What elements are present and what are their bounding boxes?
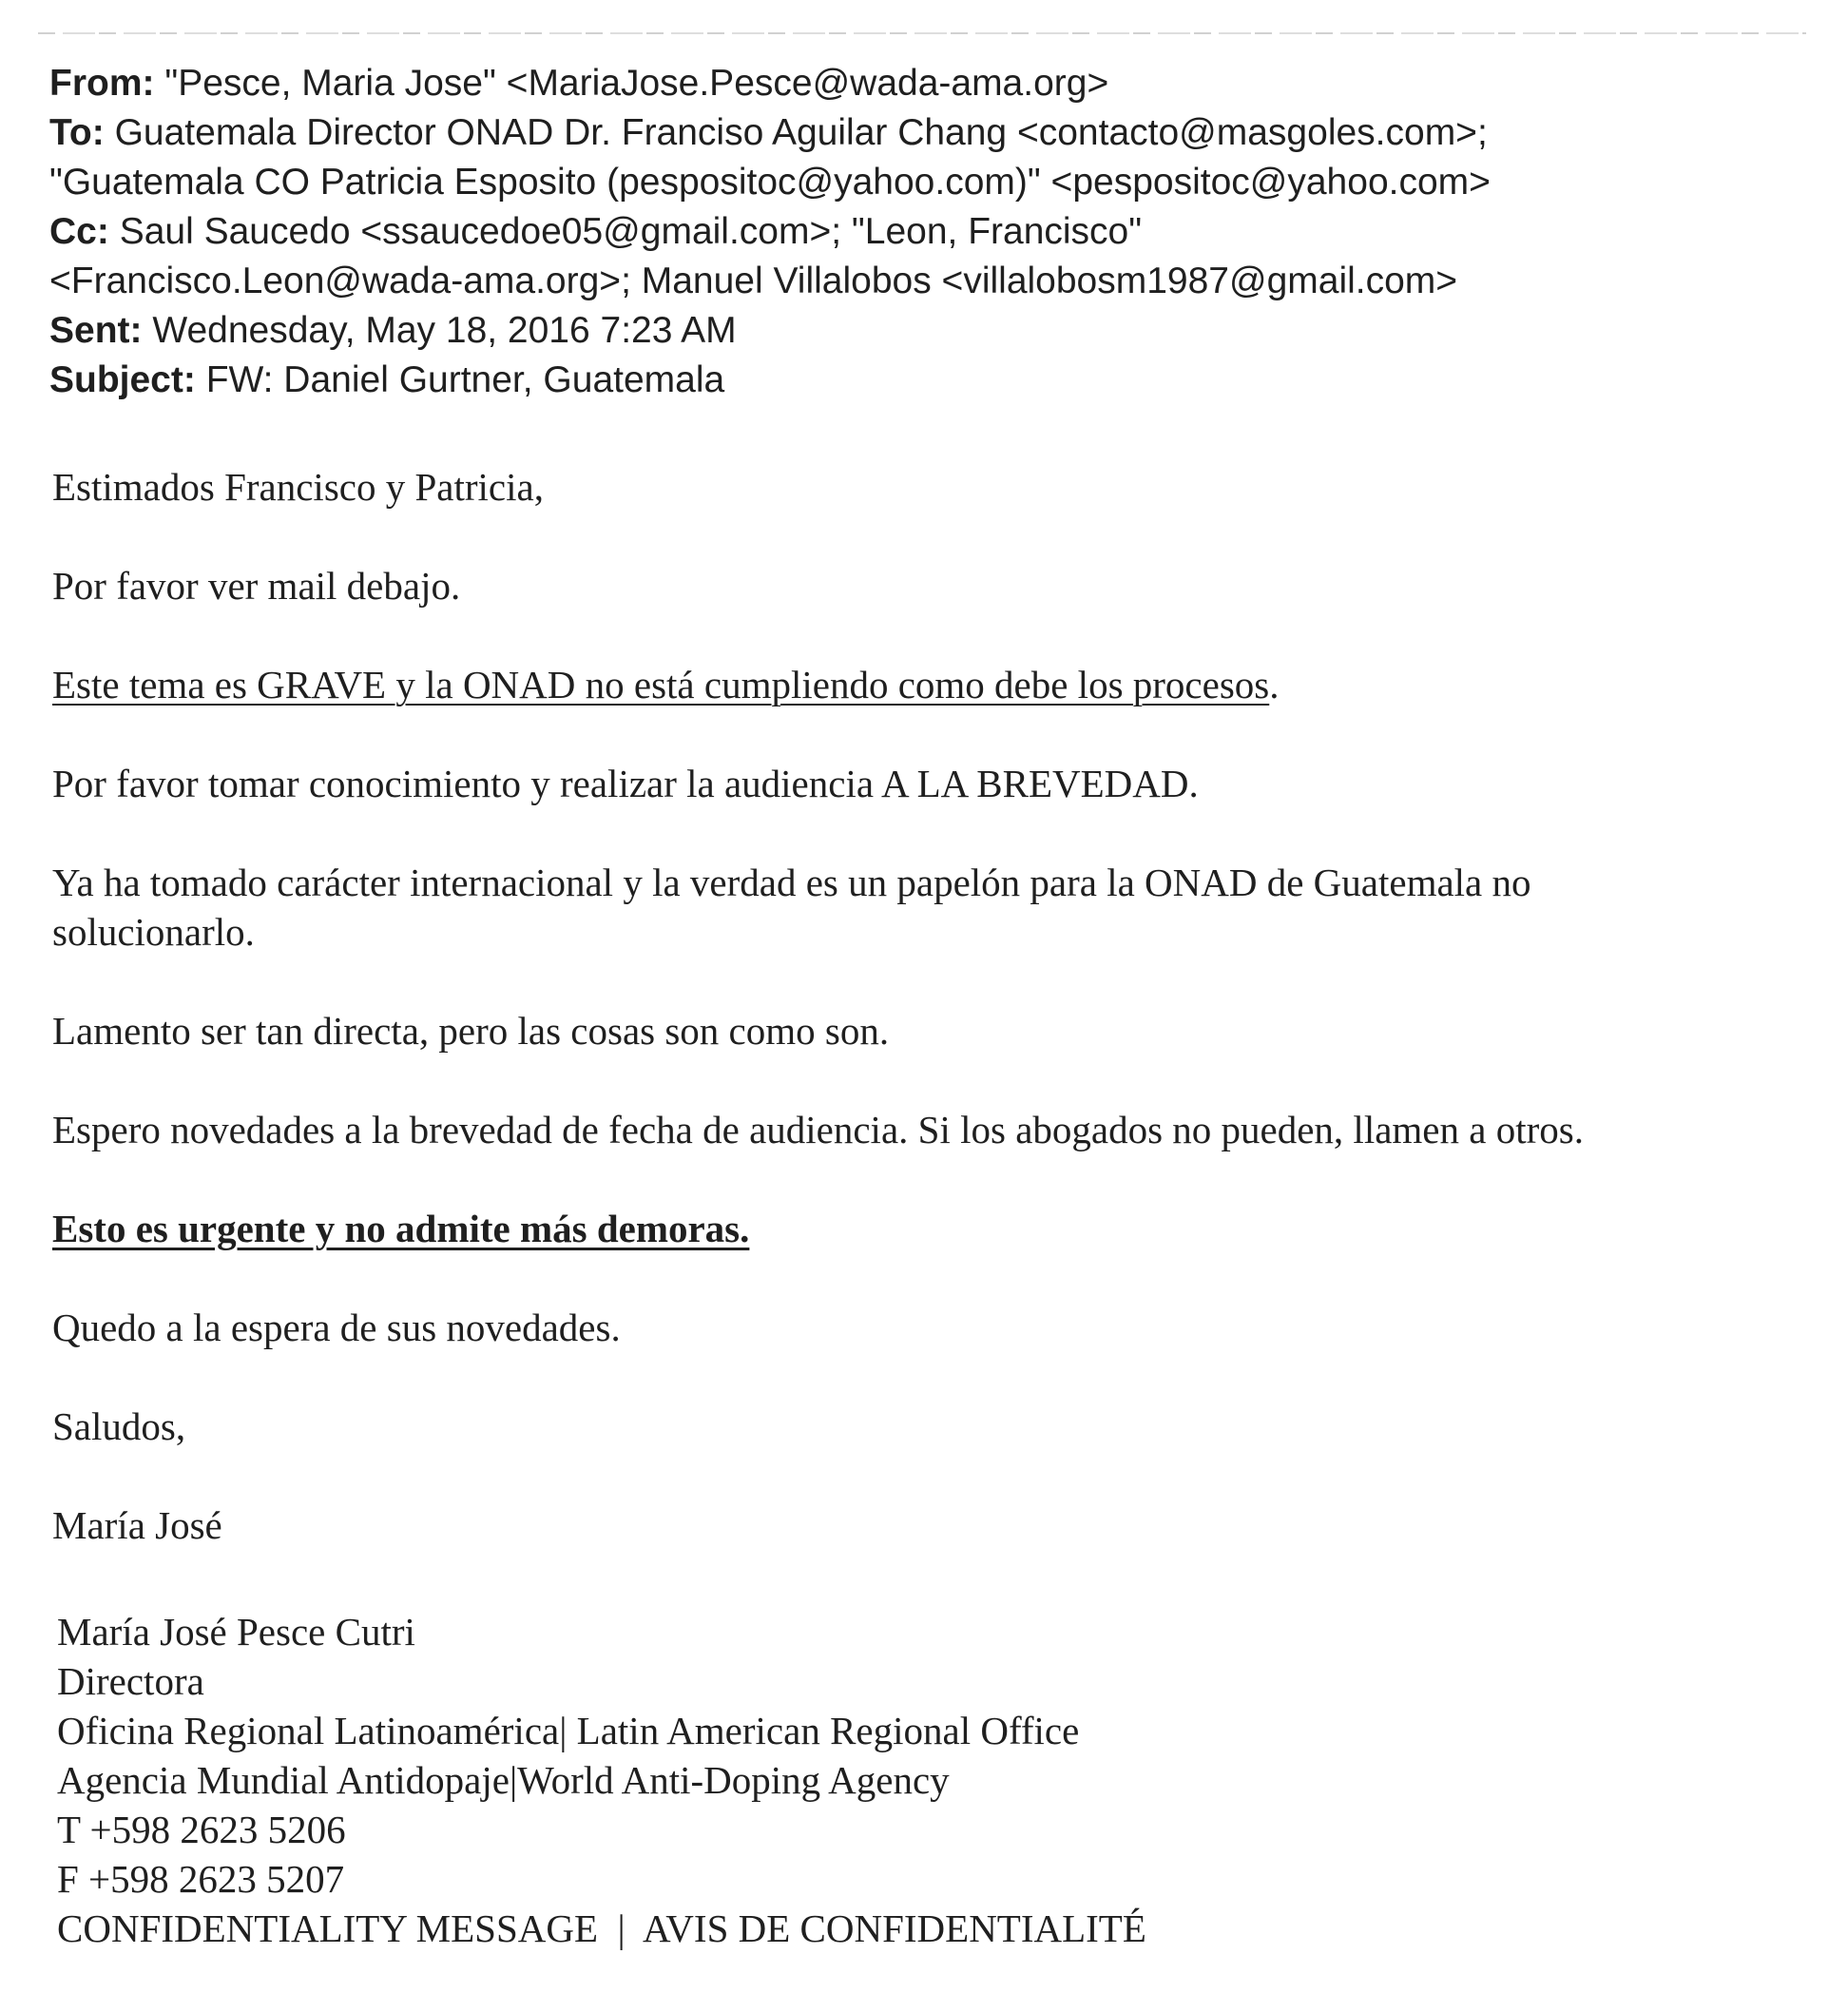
scan-edge-line xyxy=(38,32,1806,34)
email-header xyxy=(49,59,1818,405)
from-line xyxy=(49,59,1818,108)
to-value-line1: Guatemala Director ONAD Dr. Franciso Aguilar Chang <contacto@masgoles.com>; xyxy=(114,112,1488,153)
subject-line xyxy=(49,356,1818,405)
email-body xyxy=(52,462,1820,1550)
sent-line xyxy=(49,306,1818,356)
paragraph-2-underlined: Este tema es GRAVE y la ONAD no está cumpliendo como debe los procesos xyxy=(52,663,1270,706)
signature-phone: T +598 2623 5206 xyxy=(57,1808,346,1851)
to-line-continued xyxy=(49,158,1818,207)
sent-value: Wednesday, May 18, 2016 7:23 AM xyxy=(152,310,737,351)
paragraph-4-line2: solucionarlo. xyxy=(52,910,255,954)
to-value-line2: "Guatemala CO Patricia Esposito (pespositoc@yahoo.com)" <pespositoc@yahoo.com> xyxy=(49,162,1491,203)
cc-label: Cc: xyxy=(49,211,109,252)
signature-agency: Agencia Mundial Antidopaje|World Anti-Doping Agency xyxy=(57,1758,950,1802)
signature-confidentiality: CONFIDENTIALITY MESSAGE | AVIS DE CONFIDENTIALITÉ xyxy=(57,1906,1146,1950)
paragraph-6: Espero novedades a la brevedad de fecha de audiencia. Si los abogados no pueden, llamen a otros. xyxy=(52,1108,1584,1151)
subject-label: Subject: xyxy=(49,359,196,400)
cc-line xyxy=(49,207,1818,257)
paragraph-2 xyxy=(52,660,1820,709)
to-label: To: xyxy=(49,112,105,153)
paragraph-3: Por favor tomar conocimiento y realizar la audiencia A LA BREVEDAD. xyxy=(52,762,1199,805)
signature-name: María José Pesce Cutri xyxy=(57,1610,415,1654)
signature-office: Oficina Regional Latinoamérica| Latin American Regional Office xyxy=(57,1709,1080,1752)
cc-line-continued xyxy=(49,257,1818,306)
paragraph-7 xyxy=(52,1204,1820,1253)
paragraph-5: Lamento ser tan directa, pero las cosas son como son. xyxy=(52,1009,890,1053)
paragraph-1: Por favor ver mail debajo. xyxy=(52,564,461,608)
paragraph-8: Quedo a la espera de sus novedades. xyxy=(52,1306,621,1349)
paragraph-4-line1: Ya ha tomado carácter internacional y la verdad es un papelón para la ONAD de Guatemala no xyxy=(52,861,1531,904)
from-label: From: xyxy=(49,63,155,104)
signature-title: Directora xyxy=(57,1659,204,1703)
closing: Saludos, xyxy=(52,1404,186,1448)
greeting: Estimados Francisco y Patricia, xyxy=(52,465,544,509)
paragraph-2-end: . xyxy=(1269,663,1280,706)
signature-fax: F +598 2623 5207 xyxy=(57,1857,345,1901)
to-line xyxy=(49,108,1818,158)
cc-value-line1: Saul Saucedo <ssaucedoe05@gmail.com>; "Leon, Francisco" xyxy=(119,211,1143,252)
from-value: "Pesce, Maria Jose" <MariaJose.Pesce@wada-ama.org> xyxy=(164,63,1109,104)
paragraph-7-bold: Esto es urgente y no admite más demoras. xyxy=(52,1207,750,1250)
sent-label: Sent: xyxy=(49,310,143,351)
signoff: María José xyxy=(52,1503,222,1547)
signature-block xyxy=(57,1607,1825,1953)
cc-value-line2: <Francisco.Leon@wada-ama.org>; Manuel Villalobos <villalobosm1987@gmail.com> xyxy=(49,261,1458,301)
subject-value: FW: Daniel Gurtner, Guatemala xyxy=(205,359,725,400)
